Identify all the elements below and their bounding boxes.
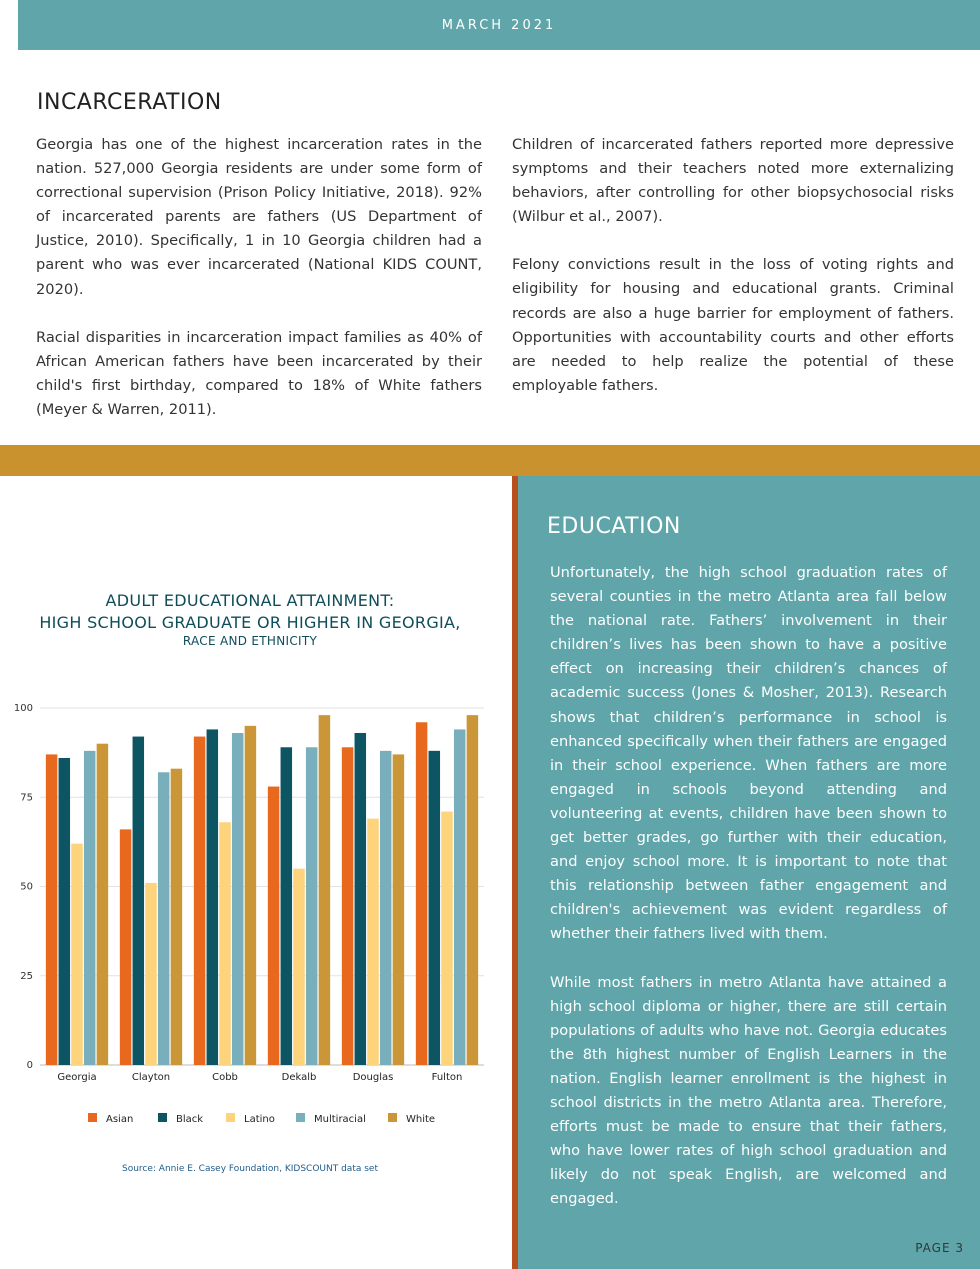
legend-swatch: [88, 1113, 97, 1122]
y-tick-label: 25: [20, 970, 33, 982]
bar: [416, 722, 428, 1065]
bar: [268, 787, 280, 1065]
section-divider-band: [0, 445, 980, 476]
bar: [245, 726, 257, 1065]
chart-subtitle: RACE AND ETHNICITY: [182, 634, 318, 648]
bar: [281, 747, 293, 1065]
x-tick-label: Dekalb: [281, 1072, 317, 1083]
bar: [293, 869, 305, 1065]
bar: [158, 772, 170, 1065]
bar: [467, 715, 479, 1065]
legend-swatch: [388, 1113, 397, 1122]
bar: [319, 715, 331, 1065]
y-tick-label: 0: [26, 1060, 33, 1071]
legend-label: Asian: [106, 1114, 134, 1125]
bar: [84, 751, 96, 1065]
bar: [59, 758, 71, 1065]
legend-label: Multiracial: [314, 1114, 366, 1125]
incarceration-paragraph: Racial disparities in incarceration impact families as 40% of African American fathers have been incarcerated by their child's first birthday, compared to 18% of White fathers (Meyer & Warren, 2011).: [36, 328, 482, 418]
legend-label: Black: [176, 1114, 204, 1125]
bar: [367, 819, 379, 1065]
bar: [393, 754, 405, 1065]
education-paragraph: Unfortunately, the high school graduation rates of several counties in the metro Atlanta area fall below the national rate. Fathers’ involvement in their children’s lives has been shown to have a positive effect on increasing their children’s chances of academic success (Jones & Mosher, 2013). Research shows that children’s performance in school is enhanced specifically when their fathers are engaged in their school experience. When fathers are more engaged in schools beyond attending and volunteering at events, children have been shown to get better grades, go further with their education, and enjoy school more. It is important to note that this relationship between father engagement and children's achievement was evident regardless of whether their fathers lived with them.: [550, 564, 947, 943]
y-tick-label: 100: [13, 703, 33, 714]
legend-swatch: [226, 1113, 235, 1122]
x-tick-label: Clayton: [131, 1072, 171, 1083]
bar: [171, 769, 183, 1065]
education-panel: [518, 476, 980, 1269]
legend-swatch: [158, 1113, 167, 1122]
bar: [194, 737, 206, 1065]
bar: [306, 747, 318, 1065]
incarceration-paragraph: Children of incarcerated fathers reported more depressive symptoms and their teachers noted more externalizing behaviors, after controlling for other biopsychosocial risks (Wilbur et al., 2007).: [512, 136, 954, 226]
bar: [71, 844, 83, 1065]
bar: [355, 733, 367, 1065]
incarceration-title: INCARCERATION: [37, 90, 222, 115]
bar: [133, 737, 145, 1065]
x-tick-label: Cobb: [212, 1072, 238, 1083]
attainment-bar-chart: [0, 690, 500, 1150]
bar: [120, 829, 132, 1065]
education-title: EDUCATION: [547, 514, 681, 539]
incarceration-left-column: [36, 133, 482, 446]
bar: [219, 822, 231, 1065]
chart-title-line1: ADULT EDUCATIONAL ATTAINMENT:: [105, 591, 395, 610]
chart-source: Source: Annie E. Casey Foundation, KIDSCOUNT data set: [122, 1164, 378, 1174]
bar: [97, 744, 109, 1065]
bar: [46, 754, 58, 1065]
incarceration-paragraph: Felony convictions result in the loss of voting rights and eligibility for housing and educational grants. Criminal records are also a huge barrier for employment of fathers. Opportunities with accountability courts and other efforts are needed to help realize the potential of these employable fathers.: [512, 256, 954, 394]
header-bar: [18, 0, 980, 50]
chart-title-line2: HIGH SCHOOL GRADUATE OR HIGHER IN GEORGIA,: [39, 613, 461, 632]
bar: [232, 733, 244, 1065]
incarceration-paragraph: Georgia has one of the highest incarceration rates in the nation. 527,000 Georgia residents are under some form of correctional supervision (Prison Policy Initiative, 2018). 92% of incarcerated parents are fathers (US Department of Justice, 2010). Specifically, 1 in 10 Georgia children had a parent who was ever incarcerated (National KIDS COUNT, 2020).: [36, 136, 482, 298]
x-tick-label: Georgia: [57, 1072, 97, 1083]
legend-label: White: [406, 1114, 436, 1125]
legend-swatch: [296, 1113, 305, 1122]
legend-label: Latino: [244, 1114, 275, 1125]
y-tick-label: 75: [20, 792, 33, 804]
x-tick-label: Douglas: [352, 1072, 394, 1083]
incarceration-right-column: [512, 133, 954, 422]
bar: [380, 751, 392, 1065]
bar: [207, 729, 219, 1065]
bar: [145, 883, 157, 1065]
bar: [429, 751, 441, 1065]
y-tick-label: 50: [20, 881, 33, 893]
education-paragraph: While most fathers in metro Atlanta have attained a high school diploma or higher, there are still certain populations of adults who have not. Georgia educates the 8th highest number of English Learners in the nation. English learner enrollment is the highest in school districts in the metro Atlanta area. Therefore, efforts must be made to ensure that their fathers, who have lower rates of high school graduation and likely do not speak English, are welcomed and engaged.: [550, 973, 947, 1208]
x-tick-label: Fulton: [431, 1072, 463, 1083]
bar: [441, 812, 453, 1065]
education-text: [550, 561, 947, 1235]
bar: [454, 729, 466, 1065]
page-number: PAGE 3: [915, 1241, 964, 1255]
bar: [342, 747, 354, 1065]
header-date: MARCH 2021: [441, 18, 557, 33]
